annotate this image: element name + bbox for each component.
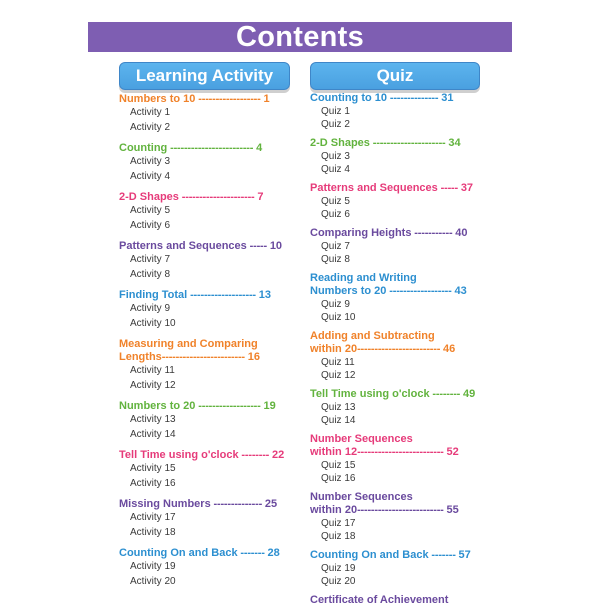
toc-section bbox=[310, 227, 480, 266]
quiz-list bbox=[310, 92, 480, 613]
toc-subitem: Quiz 18 bbox=[321, 531, 356, 542]
toc-leader-dots: ----------- bbox=[411, 227, 456, 239]
toc-leader-dots: --------------------- bbox=[178, 191, 258, 203]
toc-page-number: 4 bbox=[256, 142, 263, 154]
toc-subitem: Quiz 1 bbox=[321, 106, 350, 117]
toc-leader-dots: ------------------ bbox=[195, 400, 264, 412]
toc-page-number: 40 bbox=[455, 227, 468, 239]
toc-page-number: 46 bbox=[443, 343, 456, 355]
toc-page-number: 10 bbox=[269, 240, 283, 252]
toc-page-number: 52 bbox=[446, 446, 459, 458]
learning-activity-header-label: Learning Activity bbox=[135, 66, 274, 85]
toc-subitem: Activity 4 bbox=[130, 170, 171, 182]
toc-heading-title: 2-D Shapes bbox=[119, 191, 179, 203]
toc-heading-title: Number Sequences within 20 bbox=[310, 491, 413, 516]
toc-leader-dots: -------------- bbox=[387, 92, 442, 104]
toc-page-number: 19 bbox=[263, 400, 276, 412]
toc-leader-dots: ------------------------ bbox=[167, 142, 257, 154]
toc-section bbox=[310, 388, 480, 427]
toc-page-number: 13 bbox=[258, 289, 271, 301]
toc-heading-title: Patterns and Sequences bbox=[310, 182, 438, 194]
toc-subitem: Activity 12 bbox=[130, 379, 176, 391]
toc-section bbox=[310, 594, 480, 607]
toc-page-number: 37 bbox=[460, 182, 474, 194]
page-title: Contents bbox=[235, 21, 365, 53]
toc-leader-dots: -------- bbox=[429, 388, 463, 400]
toc-section bbox=[119, 497, 289, 540]
toc-leader-dots: --------------------- bbox=[369, 137, 449, 149]
learning-activity-header bbox=[119, 62, 290, 90]
toc-heading bbox=[310, 388, 480, 401]
toc-subitem: Quiz 5 bbox=[321, 196, 350, 207]
toc-subitem: Quiz 15 bbox=[321, 460, 356, 471]
toc-subitem: Quiz 20 bbox=[321, 576, 356, 587]
toc-subitem: Quiz 16 bbox=[321, 473, 356, 484]
toc-subitem: Quiz 6 bbox=[321, 209, 350, 220]
toc-section bbox=[119, 337, 289, 393]
toc-section bbox=[310, 92, 480, 131]
toc-heading-title: Counting On and Back bbox=[310, 549, 429, 561]
toc-leader-dots: ------- bbox=[428, 549, 459, 561]
toc-heading-title: Number Sequences within 12 bbox=[310, 433, 413, 458]
toc-heading bbox=[310, 182, 480, 195]
toc-heading-title: Comparing Heights bbox=[310, 227, 412, 239]
toc-page-number: 22 bbox=[272, 449, 285, 461]
toc-page-number: 7 bbox=[257, 191, 264, 203]
toc-heading bbox=[310, 137, 480, 150]
quiz-header bbox=[310, 62, 480, 90]
toc-heading-title: Missing Numbers bbox=[119, 498, 211, 510]
toc-section bbox=[310, 272, 480, 324]
toc-subitem: Activity 9 bbox=[130, 303, 171, 314]
toc-section bbox=[310, 330, 480, 382]
toc-subitem: Activity 8 bbox=[130, 268, 171, 280]
toc-leader-dots: ------------------ bbox=[195, 93, 264, 105]
toc-heading bbox=[310, 272, 480, 298]
toc-heading bbox=[119, 497, 289, 511]
toc-section bbox=[310, 182, 480, 221]
toc-section bbox=[119, 288, 289, 331]
toc-subitem: Quiz 8 bbox=[321, 254, 350, 265]
toc-heading-title: Adding and Subtracting within 20 bbox=[310, 330, 435, 355]
toc-leader-dots: ----- bbox=[246, 240, 270, 252]
toc-section bbox=[310, 549, 480, 588]
toc-heading-title: Tell Time using o'clock bbox=[310, 388, 430, 400]
toc-section bbox=[310, 433, 480, 485]
toc-heading bbox=[119, 190, 289, 204]
toc-heading bbox=[119, 337, 289, 364]
toc-section bbox=[310, 491, 480, 543]
toc-subitem: Activity 2 bbox=[130, 121, 171, 133]
toc-section bbox=[119, 546, 289, 589]
toc-leader-dots: ------------------------- bbox=[357, 446, 447, 458]
toc-subitem: Activity 16 bbox=[130, 477, 176, 489]
toc-page-number: 25 bbox=[264, 498, 278, 510]
toc-leader-dots: ------------------------- bbox=[357, 504, 447, 516]
toc-heading bbox=[310, 227, 480, 240]
toc-subitem: Quiz 3 bbox=[321, 151, 350, 162]
toc-page-number: 34 bbox=[448, 137, 461, 149]
toc-subitem: Quiz 4 bbox=[321, 164, 350, 175]
toc-heading bbox=[310, 433, 480, 459]
toc-section bbox=[119, 399, 289, 442]
toc-heading-title: Finding Total bbox=[119, 289, 188, 301]
toc-section bbox=[119, 190, 289, 233]
toc-heading bbox=[119, 448, 289, 462]
toc-subitem: Activity 5 bbox=[130, 205, 171, 216]
toc-subitem: Quiz 9 bbox=[321, 299, 350, 310]
toc-leader-dots: ------------------ bbox=[386, 285, 455, 297]
toc-subitem: Quiz 19 bbox=[321, 563, 356, 574]
toc-heading bbox=[310, 330, 480, 356]
toc-section bbox=[119, 92, 289, 135]
toc-subitem: Quiz 14 bbox=[321, 415, 356, 426]
toc-subitem: Quiz 7 bbox=[321, 241, 350, 252]
toc-subitem: Quiz 13 bbox=[321, 402, 356, 413]
learning-activity-list bbox=[119, 92, 289, 595]
toc-section bbox=[119, 448, 289, 491]
toc-subitem: Activity 3 bbox=[130, 156, 171, 167]
toc-leader-dots: ------- bbox=[237, 547, 268, 559]
toc-heading bbox=[119, 239, 289, 253]
toc-page-number: 57 bbox=[458, 549, 471, 561]
toc-leader-dots: ------------------------ bbox=[357, 343, 444, 355]
toc-heading bbox=[310, 549, 480, 562]
toc-heading-title: Reading and Writing Numbers to 20 bbox=[310, 272, 417, 297]
toc-subitem: Activity 17 bbox=[130, 512, 176, 523]
toc-heading bbox=[119, 141, 289, 155]
toc-section bbox=[119, 141, 289, 184]
toc-section bbox=[119, 239, 289, 282]
toc-heading bbox=[119, 399, 289, 413]
toc-subitem: Activity 11 bbox=[130, 365, 175, 376]
toc-subitem: Activity 7 bbox=[130, 254, 171, 265]
toc-subitem: Activity 19 bbox=[130, 561, 176, 572]
toc-heading-title: Counting On and Back bbox=[119, 547, 238, 559]
toc-heading bbox=[119, 546, 289, 560]
toc-subitem: Activity 20 bbox=[130, 575, 176, 587]
toc-heading-title: Counting bbox=[119, 142, 168, 154]
toc-heading-title: Numbers to 20 bbox=[119, 400, 196, 412]
toc-subitem: Quiz 17 bbox=[321, 518, 356, 529]
toc-leader-dots: -------- bbox=[238, 449, 272, 461]
title-bar bbox=[88, 22, 512, 52]
toc-subitem: Quiz 11 bbox=[321, 357, 355, 368]
toc-heading-title: Certificate of Achievement bbox=[310, 594, 449, 606]
toc-page-number: 49 bbox=[463, 388, 476, 400]
toc-subitem: Activity 10 bbox=[130, 317, 176, 329]
toc-heading-title: Numbers to 10 bbox=[119, 93, 196, 105]
toc-page-number: 31 bbox=[441, 92, 454, 104]
toc-subitem: Activity 15 bbox=[130, 463, 176, 474]
toc-page-number: 16 bbox=[247, 351, 261, 363]
toc-heading bbox=[310, 491, 480, 517]
toc-subitem: Activity 6 bbox=[130, 219, 171, 231]
quiz-header-label: Quiz bbox=[376, 66, 414, 85]
toc-leader-dots: ------------------- bbox=[187, 289, 259, 301]
toc-subitem: Activity 18 bbox=[130, 526, 176, 538]
toc-page-number: 28 bbox=[267, 547, 280, 559]
toc-subitem: Activity 13 bbox=[130, 414, 176, 425]
toc-leader-dots: ----- bbox=[437, 182, 461, 194]
toc-page-number: 1 bbox=[263, 93, 270, 105]
toc-section bbox=[310, 137, 480, 176]
toc-heading bbox=[119, 288, 289, 302]
toc-page-number: 43 bbox=[454, 285, 467, 297]
toc-subitem: Quiz 12 bbox=[321, 370, 356, 381]
toc-heading bbox=[310, 594, 480, 607]
toc-page-number: 55 bbox=[446, 504, 459, 516]
toc-heading-title: Counting to 10 bbox=[310, 92, 387, 104]
toc-leader-dots: ------------------------ bbox=[161, 351, 248, 363]
toc-heading bbox=[119, 92, 289, 106]
toc-subitem: Activity 14 bbox=[130, 428, 176, 440]
toc-heading-title: Measuring and Comparing Lengths bbox=[119, 338, 258, 363]
toc-subitem: Quiz 10 bbox=[321, 312, 356, 323]
toc-heading-title: 2-D Shapes bbox=[310, 137, 370, 149]
toc-subitem: Activity 1 bbox=[130, 107, 171, 118]
toc-heading-title: Tell Time using o'clock bbox=[119, 449, 239, 461]
toc-leader-dots: -------------- bbox=[210, 498, 265, 510]
toc-subitem: Quiz 2 bbox=[321, 119, 350, 130]
toc-heading bbox=[310, 92, 480, 105]
toc-heading-title: Patterns and Sequences bbox=[119, 240, 247, 252]
